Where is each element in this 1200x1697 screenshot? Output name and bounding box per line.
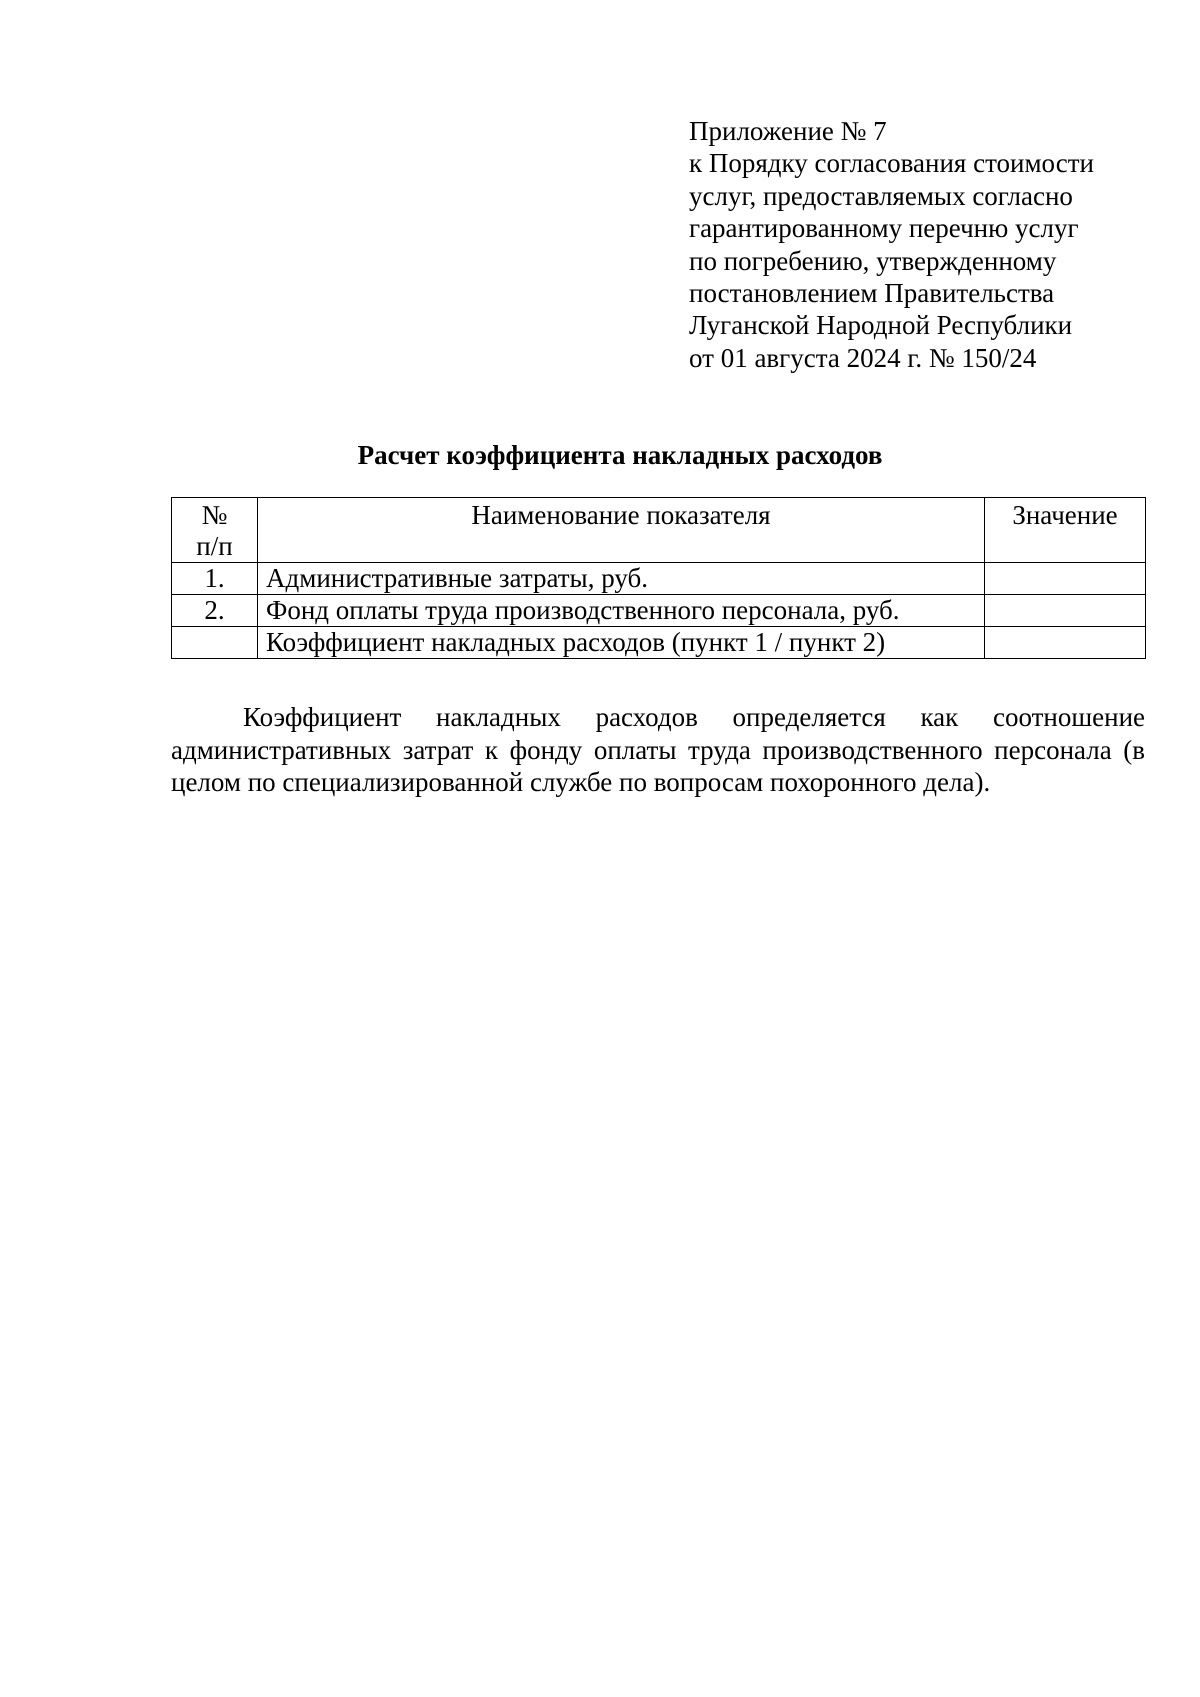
- row-value: [985, 595, 1146, 627]
- row-value: [985, 563, 1146, 595]
- header-number: [172, 498, 258, 563]
- header-number-label: п/п: [196, 531, 233, 561]
- table-row: [172, 563, 1146, 595]
- row-indicator-name: Фонд оплаты труда производственного персонала, руб.: [258, 595, 985, 627]
- document-title: Расчет коэффициента накладных расходов: [357, 440, 883, 470]
- appendix-line: Приложение № 7: [689, 116, 887, 146]
- row-indicator-name: Коэффициент накладных расходов (пункт 1 / пункт 2): [258, 627, 985, 659]
- appendix-line: Луганской Народной Республики: [689, 310, 1073, 341]
- row-number: [172, 627, 258, 659]
- appendix-line: услуг, предоставляемых согласно: [689, 180, 1073, 211]
- header-indicator-name: Наименование показателя: [258, 498, 985, 563]
- header-number-symbol: №: [201, 500, 228, 530]
- row-number: 1.: [172, 563, 258, 595]
- table-row: [172, 595, 1146, 627]
- row-indicator-name: Административные затраты, руб.: [258, 563, 985, 595]
- header-value: Значение: [985, 498, 1146, 563]
- row-number: 2.: [172, 595, 258, 627]
- indicator-table: [171, 497, 1146, 659]
- appendix-reference: [689, 115, 1169, 374]
- appendix-line: от 01 августа 2024 г. № 150/24: [689, 342, 1037, 373]
- explanation-paragraph: Коэффициент накладных расходов определяется как соотношение административных затрат к фонду оплаты труда производственного персонала (в целом по специализированной службе по вопросам похоронного дела).: [171, 702, 1145, 797]
- appendix-line: по погребению, утвержденному: [689, 245, 1057, 276]
- row-value: [985, 627, 1146, 659]
- appendix-line: к Порядку согласования стоимости: [689, 148, 1094, 179]
- appendix-line: постановлением Правительства: [689, 278, 1055, 309]
- table-row: [172, 627, 1146, 659]
- table-header-row: [172, 498, 1146, 563]
- appendix-line: гарантированному перечню услуг: [689, 213, 1079, 244]
